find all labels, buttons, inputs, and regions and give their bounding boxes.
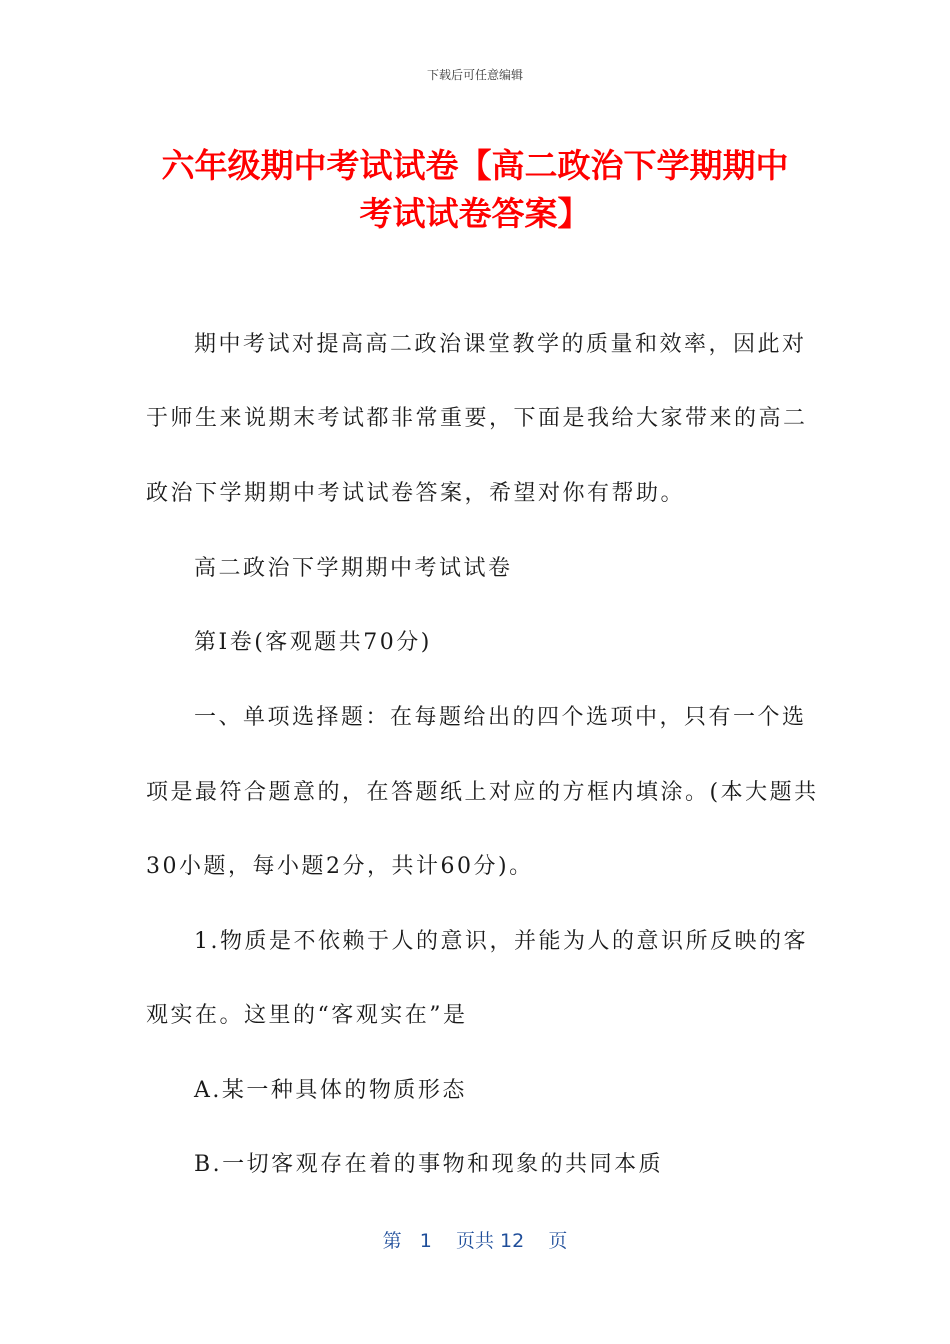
instructions-line-2: 项是最符合题意的，在答题纸上对应的方框内填涂。(本大题共: [146, 780, 819, 805]
footer-page-label: 第: [382, 1230, 402, 1252]
intro-line-2: 于师生来说期末考试都非常重要，下面是我给大家带来的高二: [146, 406, 808, 431]
document-title: [140, 142, 810, 238]
footer-total-pages: 12: [500, 1230, 525, 1252]
option-b: B.一切客观存在着的事物和现象的共同本质: [194, 1152, 664, 1177]
section-heading: 第Ⅰ卷(客观题共70分): [194, 630, 432, 655]
intro-line-1: 期中考试对提高高二政治课堂教学的质量和效率，因此对: [194, 332, 807, 357]
instructions-line-3: 30小题，每小题2分，共计60分)。: [146, 854, 534, 879]
exam-title: 高二政治下学期期中考试试卷: [194, 556, 513, 581]
question-1-line-1: 1.物质是不依赖于人的意识，并能为人的意识所反映的客: [194, 929, 808, 954]
page-footer: [0, 1226, 950, 1253]
instructions-line-1: 一、单项选择题：在每题给出的四个选项中，只有一个选: [194, 705, 807, 730]
footer-current-page: 1: [419, 1230, 432, 1252]
title-line-1: 六年级期中考试试卷【高二政治下学期期中: [161, 146, 789, 185]
question-1-line-2: 观实在。这里的“客观实在”是: [146, 1003, 468, 1028]
intro-line-3: 政治下学期期中考试试卷答案，希望对你有帮助。: [146, 481, 686, 506]
option-a: A.某一种具体的物质形态: [194, 1078, 467, 1103]
footer-page-suffix: 页: [548, 1230, 568, 1252]
title-line-2: 考试试卷答案】: [359, 194, 591, 233]
footer-page-mid: 页共: [455, 1230, 494, 1252]
header-note: 下载后可任意编辑: [426, 68, 523, 82]
